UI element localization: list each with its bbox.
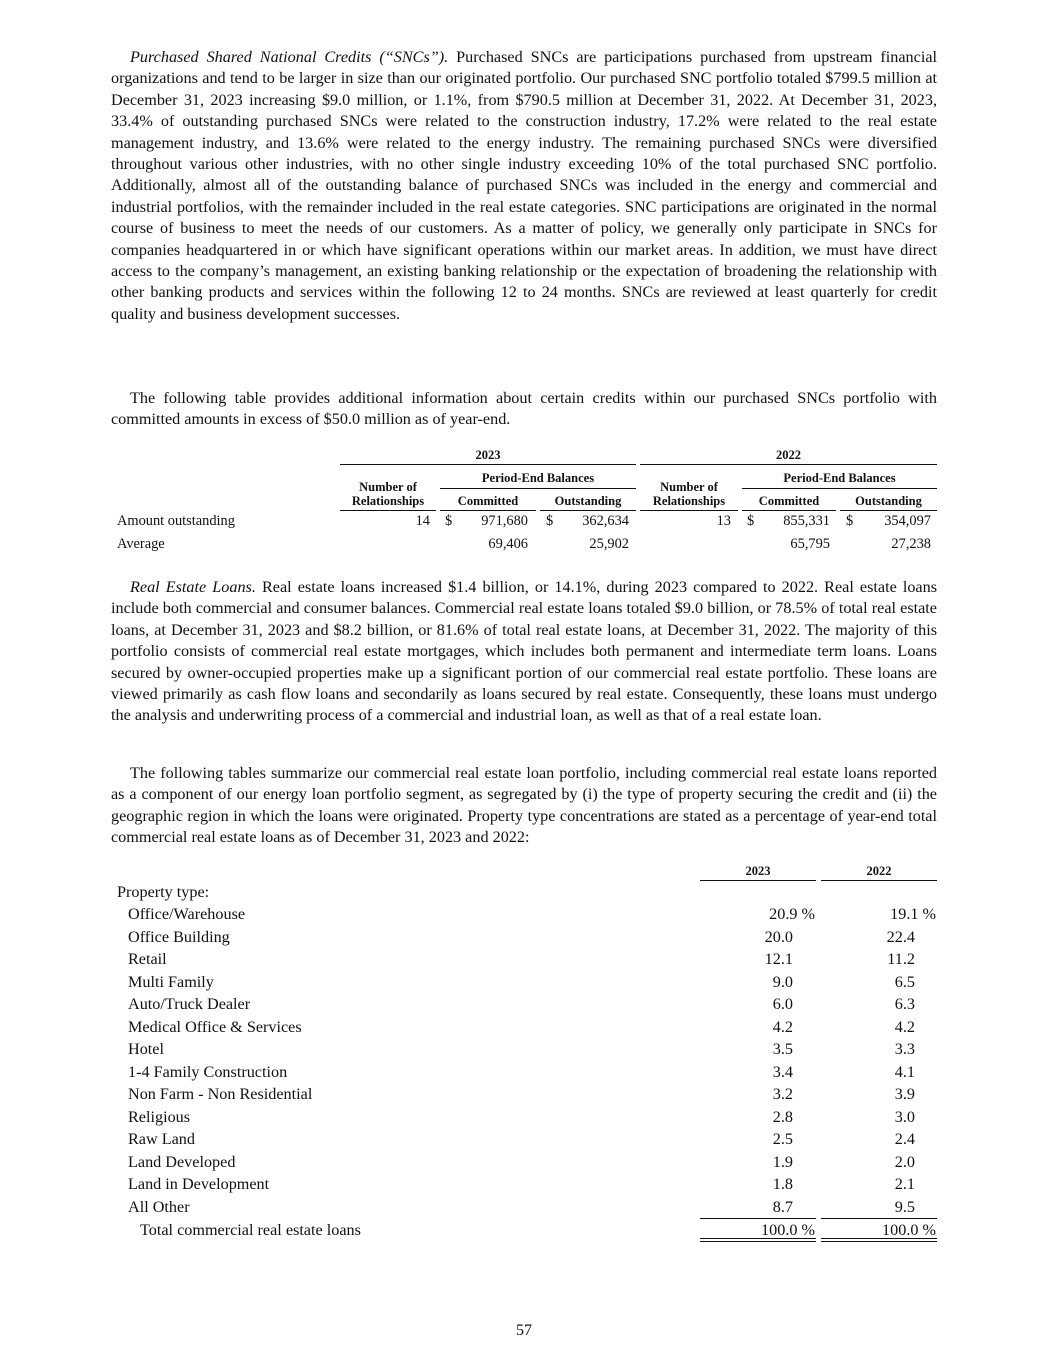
snc-2022-rule: [640, 464, 937, 465]
cre-row-value-2023: 3.4: [772, 1062, 793, 1081]
cre-row-value-2022: 4.1: [894, 1062, 915, 1081]
cre-row-value-2023: 3.2: [772, 1085, 793, 1103]
snc-2023-period-end-header: Period-End Balances: [481, 471, 595, 485]
cre-row-label: Office/Warehouse: [128, 905, 246, 923]
snc-cell-outstanding-2023: 25,902: [589, 536, 629, 552]
cre-row-label: 1-4 Family Construction: [128, 1062, 288, 1081]
snc-currency-sign: $: [546, 513, 554, 529]
cre-row-value-2023: 6.0: [772, 995, 793, 1013]
cre-row-label: Medical Office & Services: [128, 1017, 302, 1036]
snc-table-intro: The following table provides additional information about certain credits within our purchased SNCs portfolio with committed amounts in excess of $50.0 million as of year-end.: [111, 389, 937, 429]
snc-currency-sign: $: [846, 513, 854, 529]
cre-row-value-2022: 6.3: [894, 995, 915, 1013]
snc-cell-committed-2022: 855,331: [783, 513, 830, 529]
cre-row-value-2023: 1.9: [772, 1152, 793, 1171]
snc-2023-outstanding-rule: [540, 510, 636, 511]
snc-2022-outstanding-rule: [840, 510, 937, 511]
snc-2022-committed-rule: [742, 510, 836, 511]
cre-row-label: Retail: [128, 950, 167, 968]
cre-row-value-2023: 12.1: [764, 950, 793, 968]
cre-row-value-2022: 3.0: [894, 1107, 915, 1126]
cre-total-top-rule: [821, 1218, 937, 1219]
snc-paragraph: [111, 47, 937, 325]
snc-row-label: Average: [117, 536, 165, 552]
snc-currency-sign: $: [445, 513, 453, 529]
real-estate-body: Real estate loans increased $1.4 billion, or 14.1%, during 2023 compared to 2022. Real estate loans include both commercial and consumer balances. Commercial real estate loans totaled $9.0 billion, or 78.5% of total real estate loans, at December 31, 2023 and $8.2 billion, or 81.6% of total real estate loans, at December 31, 2022. The majority of this portfolio consists of commercial real estate mortgages, which includes both permanent and intermediate term loans. Loans secured by owner-occupied properties make up a significant portion of our commercial real estate portfolio. These loans are viewed primarily as cash flow loans and secondarily as loans secured by real estate. Consequently, these loans must undergo the analysis and underwriting process of a commercial and industrial loan, as well as that of a real estate loan.: [111, 578, 938, 725]
cre-row-value-2023: 20.9 %: [769, 905, 815, 923]
snc-2022-period-end-rule: [742, 488, 937, 489]
snc-cell-outstanding-2023: 362,634: [582, 513, 629, 529]
snc-2023-outstanding-header: Outstanding: [554, 494, 622, 508]
cre-row-label: Multi Family: [128, 972, 214, 991]
snc-2023-committed-header: Committed: [457, 494, 519, 508]
snc-year-2022-header: 2022: [776, 448, 801, 462]
cre-total-double-rule: [700, 1238, 816, 1242]
cre-section-label: Property type:: [117, 883, 210, 901]
snc-cell-rel-2023: 14: [415, 513, 430, 529]
cre-total-2022: 100.0 %: [882, 1221, 936, 1239]
cre-row-value-2023: 20.0: [764, 927, 793, 946]
cre-row-value-2023: 3.5: [772, 1040, 793, 1058]
cre-row-label: Office Building: [128, 927, 230, 946]
snc-2022-numrel-line1: Number of: [660, 480, 718, 494]
cre-row-label: Auto/Truck Dealer: [128, 995, 251, 1013]
snc-row-label: Amount outstanding: [117, 513, 235, 529]
cre-row-value-2022: 3.9: [894, 1085, 915, 1103]
cre-total-2023: 100.0 %: [761, 1221, 815, 1239]
snc-heading: Purchased Shared National Credits (“SNCs”).: [130, 48, 449, 66]
cre-row-value-2022: 9.5: [894, 1197, 915, 1216]
snc-cell-outstanding-2022: 354,097: [884, 513, 931, 529]
cre-col-2022-header: 2022: [866, 864, 892, 878]
snc-2023-numrel-rule: [340, 510, 436, 511]
snc-2023-committed-rule: [440, 510, 536, 511]
snc-cell-rel-2022: 13: [716, 513, 731, 529]
cre-row-value-2022: 4.2: [894, 1017, 915, 1036]
cre-row-value-2023: 2.5: [772, 1130, 793, 1148]
cre-total-label: Total commercial real estate loans: [140, 1221, 361, 1239]
cre-row-label: Land Developed: [128, 1152, 236, 1171]
cre-row-value-2023: 2.8: [772, 1107, 793, 1126]
snc-2022-numrel-rule: [640, 510, 738, 511]
cre-row-value-2023: 9.0: [772, 972, 793, 991]
snc-2023-rule: [340, 464, 636, 465]
cre-row-value-2022: 6.5: [894, 972, 915, 991]
cre-col-2023-rule: [700, 880, 816, 881]
cre-row-value-2023: 1.8: [772, 1175, 793, 1193]
real-estate-paragraph: [111, 577, 937, 727]
cre-row-label: Hotel: [128, 1040, 164, 1058]
snc-2023-numrel-line1: Number of: [359, 480, 417, 494]
cre-col-2022-rule: [821, 880, 937, 881]
cre-row-label: Land in Development: [128, 1175, 270, 1193]
cre-table-intro: The following tables summarize our commercial real estate loan portfolio, including commercial real estate loans reported as a component of our energy loan portfolio segment, as segregated by (i) the type of property securing the credit and (ii) the geographic region in which the loans were originated. Property type concentrations are stated as a percentage of year-end total commercial real estate loans as of December 31, 2023 and 2022:: [111, 764, 937, 847]
cre-row-value-2022: 2.4: [894, 1130, 915, 1148]
cre-row-value-2022: 2.0: [894, 1152, 915, 1171]
cre-row-label: Non Farm - Non Residential: [128, 1085, 313, 1103]
cre-row-label: Raw Land: [128, 1130, 195, 1148]
snc-2023-period-end-rule: [440, 488, 636, 489]
snc-body: Purchased SNCs are participations purchased from upstream financial organizations and tend to be larger in size than our originated portfolio. Our purchased SNC portfolio totaled $799.5 million at December 31, 2023 increasing $9.0 million, or 1.1%, from $790.5 million at December 31, 2022. At December 31, 2023, 33.4% of outstanding purchased SNCs were related to the construction industry, 17.2% were related to the real estate management industry, and 13.6% were related to the energy industry. The remaining purchased SNCs were diversified throughout various other industries, with no other single industry exceeding 10% of the total purchased SNC portfolio. Additionally, almost all of the outstanding balance of purchased SNCs was included in the energy and commercial and industrial portfolios, with the remainder included in the real estate categories. SNC participations are originated in the normal course of business to meet the needs of our customers. As a matter of policy, we generally only participate in SNCs for companies headquartered in or which have significant operations within our market areas. In addition, we must have direct access to the company’s management, an existing banking relationship or the expectation of broadening the relationship with other banking products and services within the following 12 to 24 months. SNCs are reviewed at least quarterly for credit quality and business development successes.: [111, 48, 938, 323]
cre-row-value-2022: 22.4: [886, 927, 915, 946]
snc-2022-period-end-header: Period-End Balances: [783, 471, 896, 485]
cre-row-value-2023: 8.7: [772, 1197, 793, 1216]
cre-row-label: Religious: [128, 1107, 191, 1126]
cre-row-value-2022: 19.1 %: [890, 905, 936, 923]
snc-year-2023-header: 2023: [475, 448, 501, 462]
cre-total-top-rule: [700, 1218, 816, 1219]
snc-2022-numrel-line2: Relationships: [652, 494, 726, 508]
snc-cell-outstanding-2022: 27,238: [891, 536, 931, 552]
cre-row-value-2022: 2.1: [894, 1175, 915, 1193]
real-estate-heading: Real Estate Loans.: [130, 578, 256, 596]
cre-row-label: All Other: [128, 1197, 190, 1216]
snc-2023-numrel-line2: Relationships: [351, 494, 425, 508]
snc-2022-committed-header: Committed: [758, 494, 820, 508]
snc-currency-sign: $: [747, 513, 755, 529]
cre-col-2023-header: 2023: [745, 864, 771, 878]
cre-total-double-rule: [821, 1238, 937, 1242]
cre-row-value-2023: 4.2: [772, 1017, 793, 1036]
page-number: 57: [516, 1322, 532, 1339]
cre-row-value-2022: 11.2: [887, 950, 915, 968]
cre-row-value-2022: 3.3: [894, 1040, 915, 1058]
snc-2022-outstanding-header: Outstanding: [855, 494, 922, 508]
snc-cell-committed-2023: 69,406: [488, 536, 528, 552]
snc-cell-committed-2023: 971,680: [481, 513, 528, 529]
snc-cell-committed-2022: 65,795: [790, 536, 830, 552]
